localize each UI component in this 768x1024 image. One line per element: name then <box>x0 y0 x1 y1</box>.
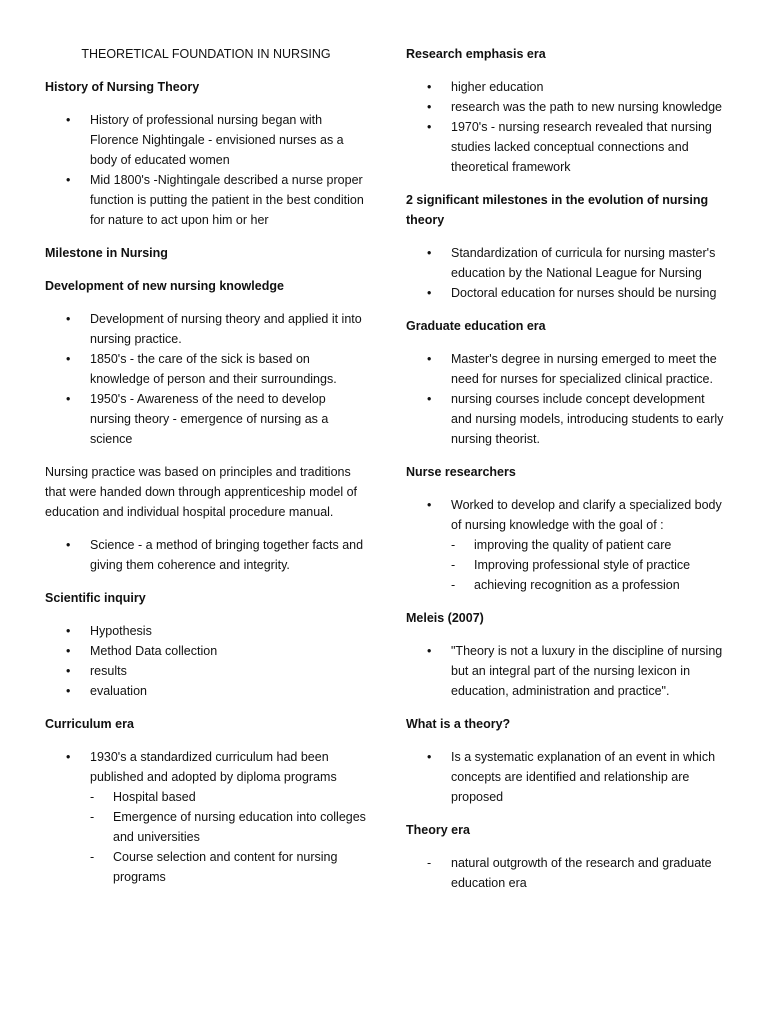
sub-item: - Improving professional style of practice <box>451 555 724 575</box>
graduate-heading: Graduate education era <box>406 319 546 333</box>
meleis-heading: Meleis (2007) <box>406 611 484 625</box>
list-item-text: Worked to develop and clarify a specialized body of nursing knowledge with the goal of : <box>451 498 722 532</box>
research-heading: Research emphasis era <box>406 47 546 61</box>
list-item: • History of professional nursing began with Florence Nightingale - envisioned nurses as a body of educated women <box>45 110 367 170</box>
sub-item: - Hospital based <box>90 787 367 807</box>
sub-item: - Course selection and content for nursing programs <box>90 847 367 887</box>
list-item: • Hypothesis <box>45 621 367 641</box>
development-heading: Development of new nursing knowledge <box>45 279 284 293</box>
list-item-text: 1930's a standardized curriculum had been published and adopted by diploma programs <box>90 750 337 784</box>
right-column <box>406 44 724 906</box>
list-item: • higher education <box>406 77 724 97</box>
practice-paragraph: Nursing practice was based on principles and traditions that were handed down through apprenticeship model of education and individual hospital procedure manual. <box>45 465 358 519</box>
curriculum-heading: Curriculum era <box>45 717 134 731</box>
milestones-heading: 2 significant milestones in the evolution of nursing theory <box>406 193 709 227</box>
inquiry-heading: Scientific inquiry <box>45 591 146 605</box>
theory-question-list <box>406 747 724 807</box>
list-item: • evaluation <box>45 681 367 701</box>
development-list <box>45 309 367 449</box>
list-item: - natural outgrowth of the research and graduate education era <box>406 853 724 893</box>
left-column <box>45 44 367 900</box>
theory-era-list <box>406 853 724 893</box>
science-list <box>45 535 367 575</box>
sub-item: - achieving recognition as a profession <box>451 575 724 595</box>
list-item: • nursing courses include concept development and nursing models, introducing students to early nursing theorist. <box>406 389 724 449</box>
history-heading: History of Nursing Theory <box>45 80 200 94</box>
list-item: • research was the path to new nursing knowledge <box>406 97 724 117</box>
researchers-list <box>406 495 724 595</box>
document-title: THEORETICAL FOUNDATION IN NURSING <box>81 47 331 61</box>
research-list <box>406 77 724 177</box>
researchers-sublist <box>451 535 724 595</box>
researchers-heading: Nurse researchers <box>406 465 516 479</box>
sub-item: - Emergence of nursing education into colleges and universities <box>90 807 367 847</box>
theory-era-heading: Theory era <box>406 823 470 837</box>
history-list <box>45 110 367 230</box>
curriculum-list <box>45 747 367 887</box>
list-item: • Standardization of curricula for nursing master's education by the National League for Nursing <box>406 243 724 283</box>
meleis-list <box>406 641 724 701</box>
list-item: • Method Data collection <box>45 641 367 661</box>
list-item: • Master's degree in nursing emerged to meet the need for nurses for specialized clinical practice. <box>406 349 724 389</box>
list-item: • "Theory is not a luxury in the discipline of nursing but an integral part of the nursing lexicon in education, administration and practice". <box>406 641 724 701</box>
sub-item: - improving the quality of patient care <box>451 535 724 555</box>
list-item: • 1850's - the care of the sick is based on knowledge of person and their surroundings. <box>45 349 367 389</box>
list-item: • Doctoral education for nurses should be nursing <box>406 283 724 303</box>
list-item: • 1970's - nursing research revealed that nursing studies lacked conceptual connections and theoretical framework <box>406 117 724 177</box>
list-item: • results <box>45 661 367 681</box>
list-item <box>45 747 367 887</box>
inquiry-list <box>45 621 367 701</box>
list-item: • 1950's - Awareness of the need to develop nursing theory - emergence of nursing as a science <box>45 389 367 449</box>
list-item: • Science - a method of bringing together facts and giving them coherence and integrity. <box>45 535 367 575</box>
list-item: • Mid 1800's -Nightingale described a nurse proper function is putting the patient in the best condition for nature to act upon him or her <box>45 170 367 230</box>
list-item <box>406 495 724 595</box>
graduate-list <box>406 349 724 449</box>
list-item: • Is a systematic explanation of an event in which concepts are identified and relationship are proposed <box>406 747 724 807</box>
milestones-list <box>406 243 724 303</box>
milestone-heading: Milestone in Nursing <box>45 246 168 260</box>
theory-question-heading: What is a theory? <box>406 717 511 731</box>
curriculum-sublist <box>90 787 367 887</box>
list-item: • Development of nursing theory and applied it into nursing practice. <box>45 309 367 349</box>
